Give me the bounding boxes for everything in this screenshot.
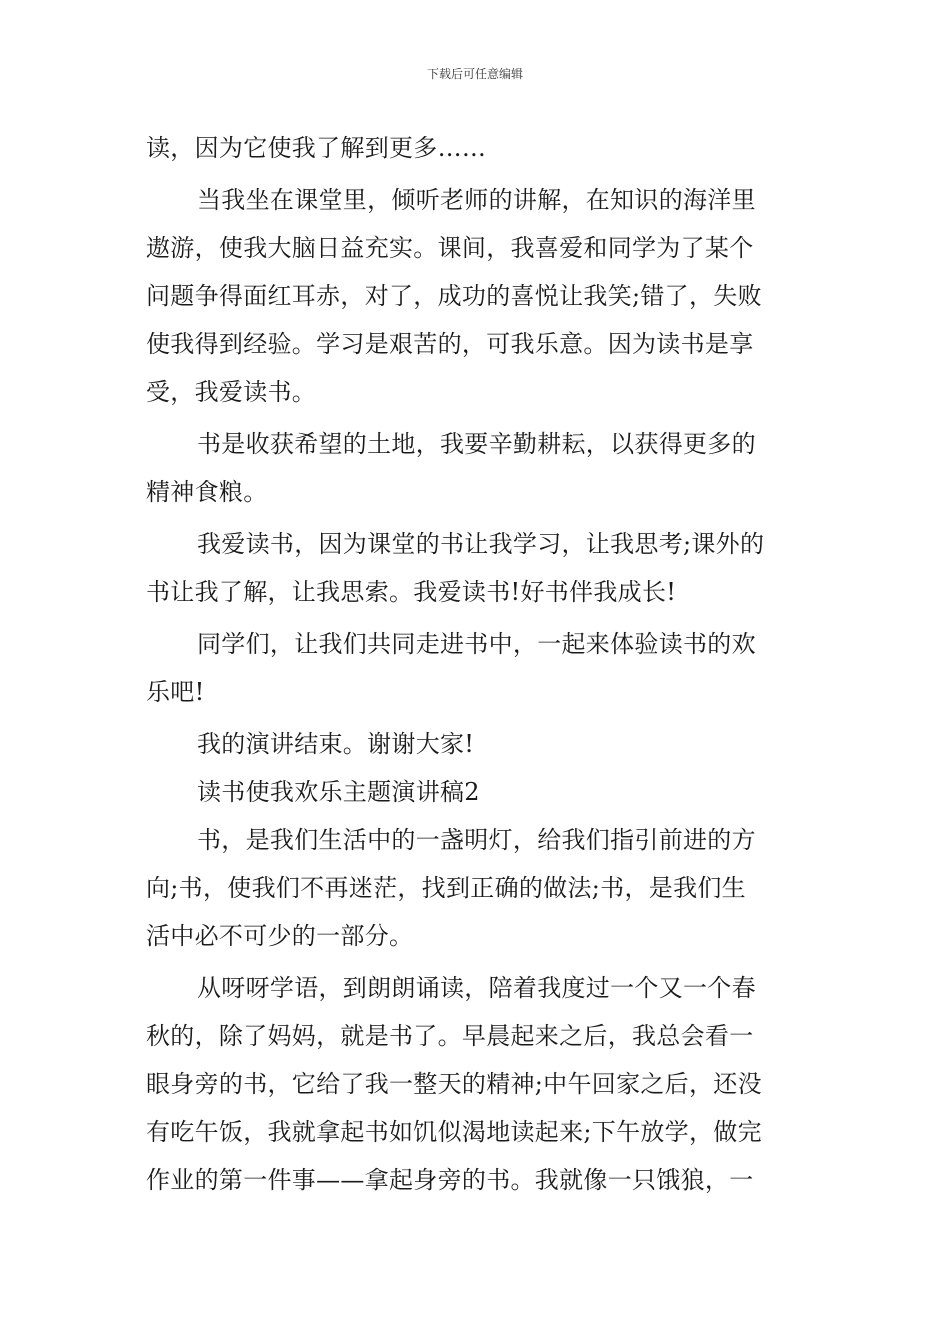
paragraph-start-line: 书是收获希望的土地，我要辛勤耕耘，以获得更多的 bbox=[197, 430, 756, 458]
paragraph-start-line: 当我坐在课堂里，倾听老师的讲解，在知识的海洋里 bbox=[197, 186, 756, 214]
text-line: 遨游，使我大脑日益充实。课间，我喜爱和同学为了某个 bbox=[146, 234, 754, 262]
text-line: 向;书，使我们不再迷茫，找到正确的做法;书，是我们生 bbox=[146, 874, 746, 902]
text-line: 活中必不可少的一部分。 bbox=[146, 922, 414, 950]
document-body bbox=[146, 124, 811, 1204]
text-line: 问题争得面红耳赤，对了，成功的喜悦让我笑;错了，失败 bbox=[146, 282, 762, 310]
text-line: 读，因为它使我了解到更多…… bbox=[146, 134, 487, 162]
paragraph-start-line: 同学们，让我们共同走进书中，一起来体验读书的欢 bbox=[197, 630, 756, 658]
text-line: 受，我爱读书。 bbox=[146, 378, 317, 406]
text-line: 书让我了解，让我思索。我爱读书!好书伴我成长! bbox=[146, 578, 677, 606]
text-line: 眼身旁的书，它给了我一整天的精神;中午回家之后，还没 bbox=[146, 1070, 762, 1098]
text-line: 使我得到经验。学习是艰苦的，可我乐意。因为读书是享 bbox=[146, 330, 754, 358]
text-line: 精神食粮。 bbox=[146, 478, 268, 506]
paragraph-start-line: 我爱读书，因为课堂的书让我学习，让我思考;课外的 bbox=[197, 530, 765, 558]
text-line: 秋的，除了妈妈，就是书了。早晨起来之后，我总会看一 bbox=[146, 1022, 754, 1050]
text-line: 乐吧! bbox=[146, 678, 205, 706]
paragraph-start-line: 从呀呀学语，到朗朗诵读，陪着我度过一个又一个春 bbox=[197, 974, 756, 1002]
section-title: 读书使我欢乐主题演讲稿2 bbox=[197, 778, 480, 806]
text-line: 有吃午饭，我就拿起书如饥似渴地读起来;下午放学，做完 bbox=[146, 1118, 762, 1146]
paragraph-start-line: 书，是我们生活中的一盏明灯，给我们指引前进的方 bbox=[197, 826, 756, 854]
page-header: 下载后可任意编辑 bbox=[426, 67, 523, 81]
text-line: 作业的第一件事——拿起身旁的书。我就像一只饿狼，一 bbox=[146, 1166, 754, 1194]
closing-line: 我的演讲结束。谢谢大家! bbox=[197, 730, 475, 758]
